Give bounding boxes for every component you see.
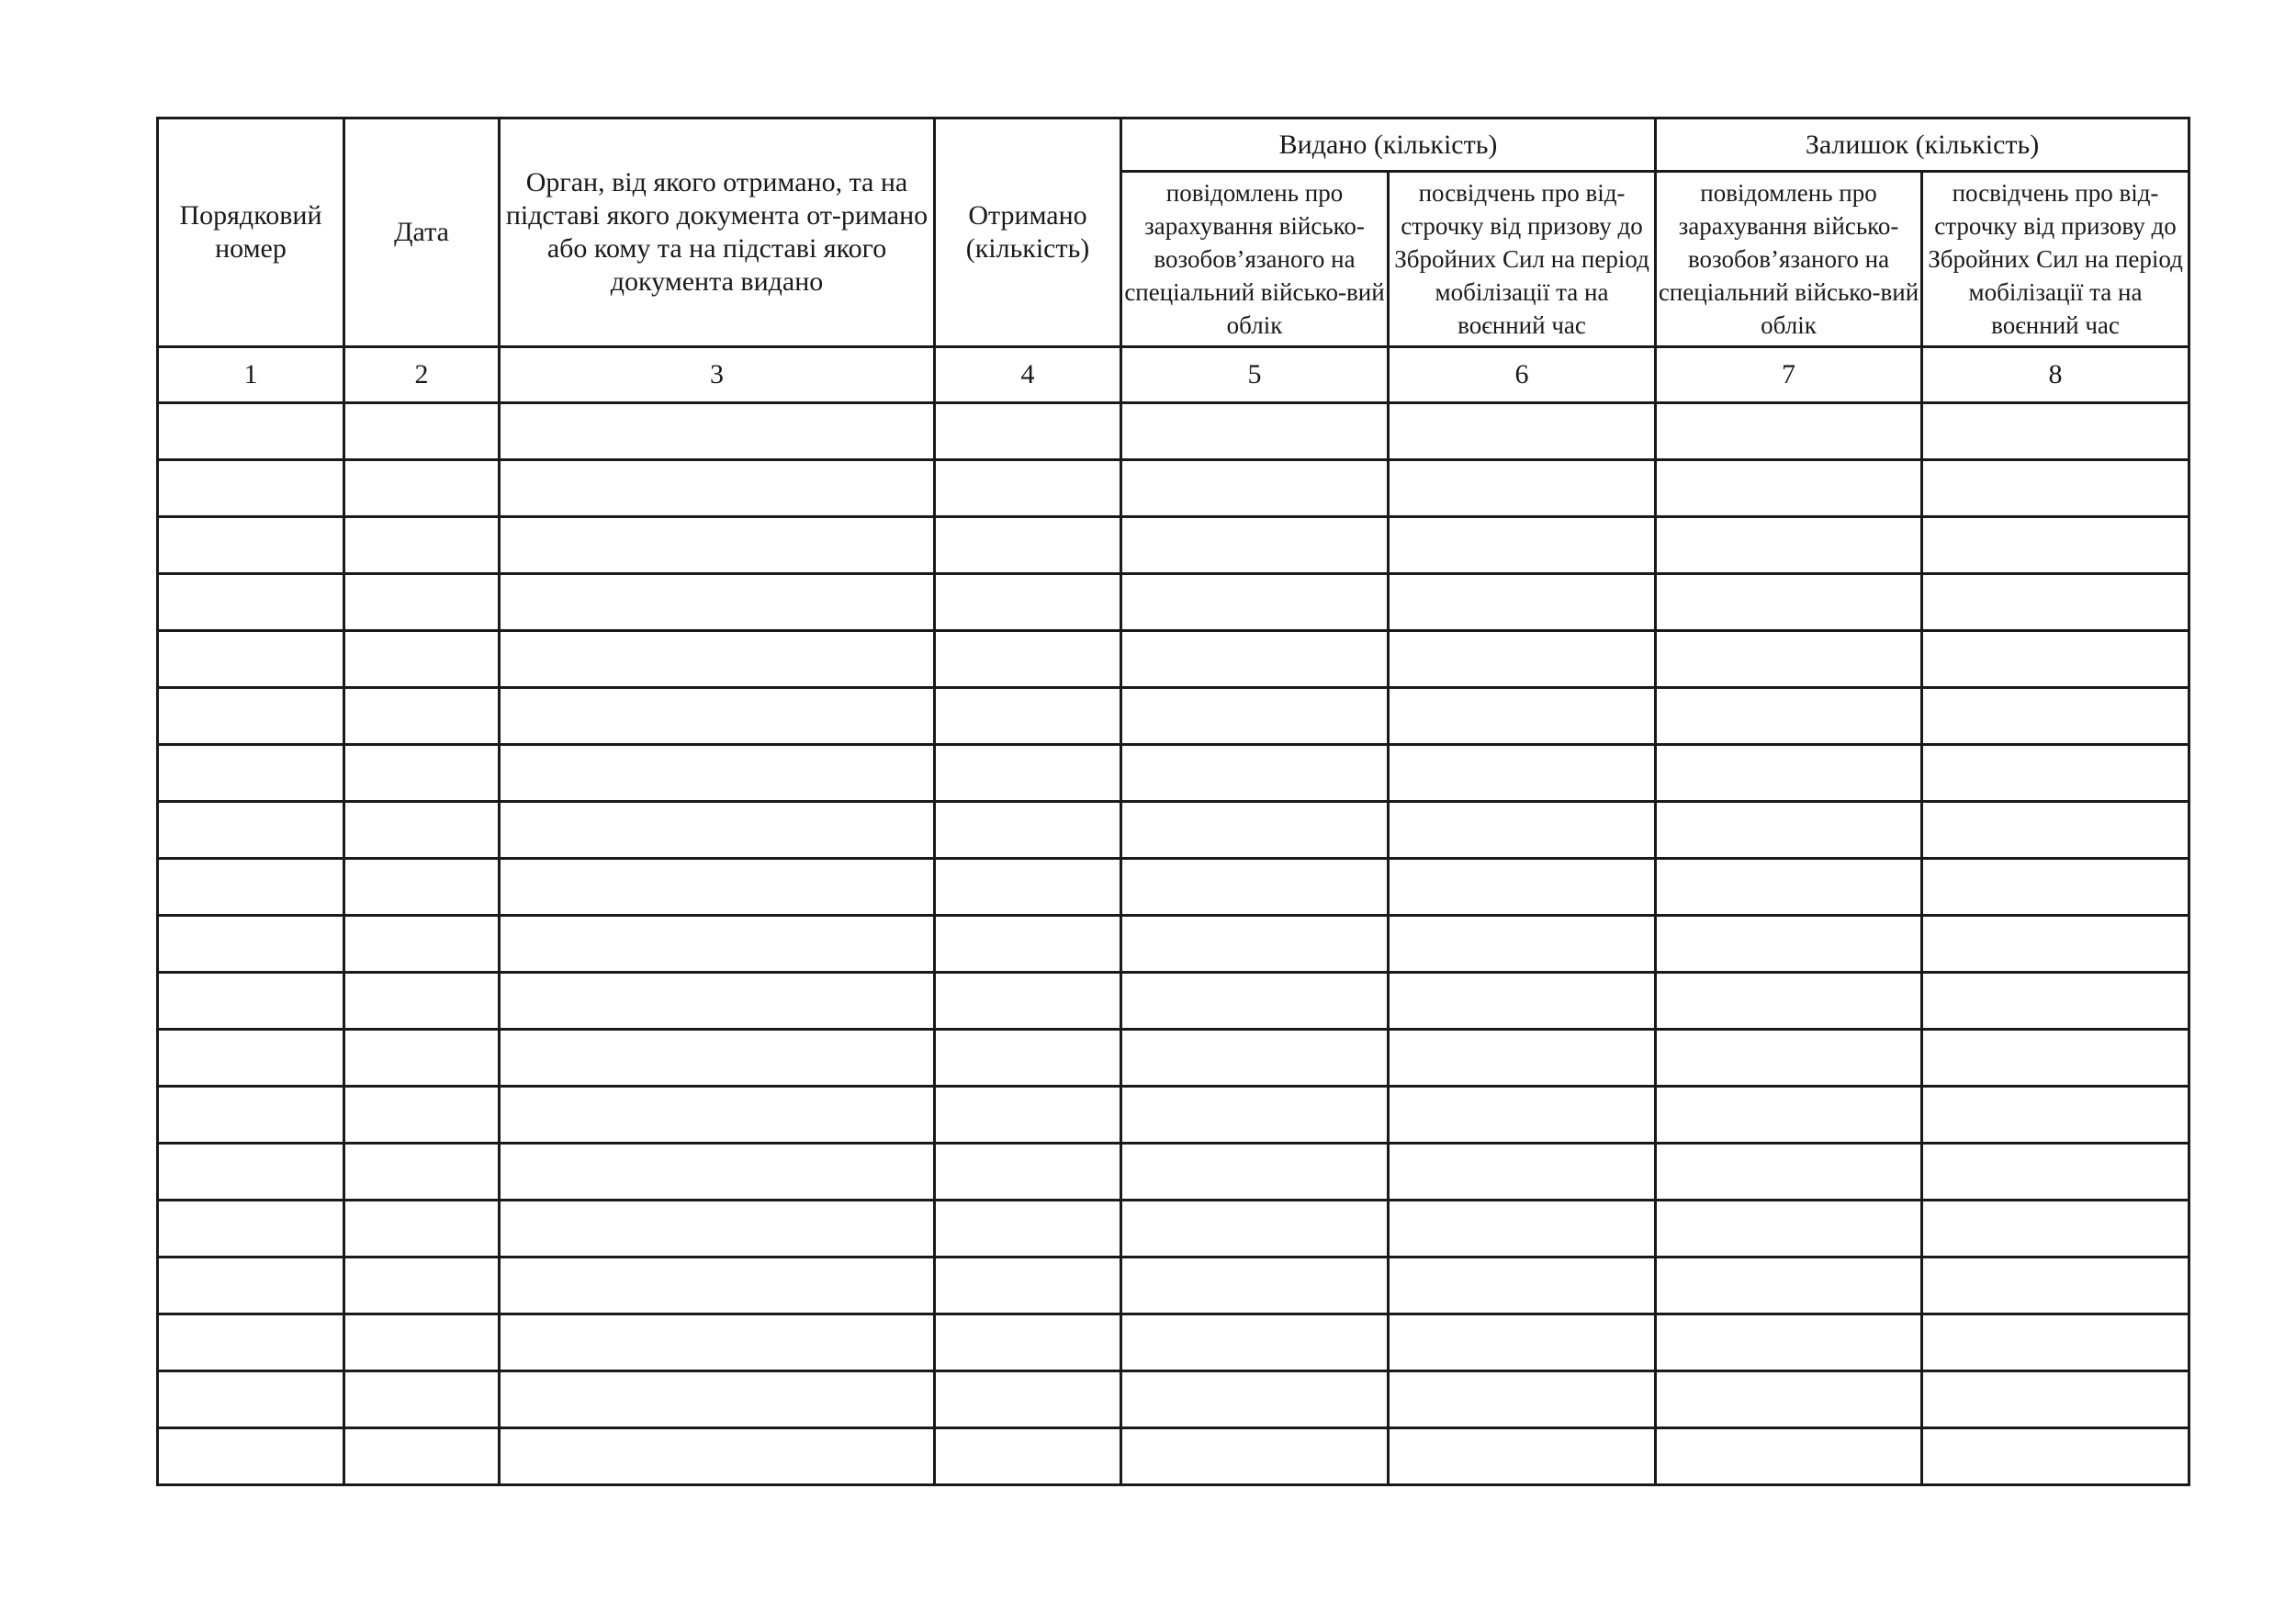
table-cell [344, 1030, 500, 1087]
table-cell [344, 1201, 500, 1257]
table-cell [158, 1257, 344, 1314]
table-cell [1389, 574, 1656, 631]
table-cell [500, 1428, 935, 1485]
table-cell [1389, 802, 1656, 859]
table-row [158, 688, 2189, 745]
table-cell [500, 973, 935, 1030]
table-cell [1656, 745, 1922, 802]
table-cell [158, 460, 344, 517]
table-cell [158, 1030, 344, 1087]
column-number: 8 [1922, 347, 2189, 403]
column-number: 5 [1121, 347, 1389, 403]
table-row [158, 631, 2189, 688]
table-cell [500, 517, 935, 574]
table-cell [344, 1087, 500, 1144]
table-cell [500, 1371, 935, 1428]
table-row [158, 1257, 2189, 1314]
header-issued-certificates: посвідчень про від-строчку від призову до Збройних Сил на період мобілізації та на воєнний час [1389, 172, 1656, 347]
table-cell [1121, 1314, 1389, 1371]
table-cell [344, 859, 500, 916]
table-cell [935, 688, 1121, 745]
table-cell [1656, 574, 1922, 631]
table-row [158, 1087, 2189, 1144]
table-cell [158, 1314, 344, 1371]
table-cell [158, 859, 344, 916]
table-cell [1121, 460, 1389, 517]
column-number: 6 [1389, 347, 1656, 403]
table-cell [1121, 1257, 1389, 1314]
header-received-quantity: Отримано (кількість) [935, 118, 1121, 347]
table-cell [935, 517, 1121, 574]
table-cell [1922, 1030, 2189, 1087]
table-cell [500, 1030, 935, 1087]
table-cell [935, 1087, 1121, 1144]
table-cell [500, 460, 935, 517]
table-cell [1656, 1257, 1922, 1314]
table-row [158, 460, 2189, 517]
table-cell [500, 1087, 935, 1144]
table-cell [500, 403, 935, 460]
table-row [158, 1314, 2189, 1371]
table-cell [344, 403, 500, 460]
table-cell [500, 574, 935, 631]
table-cell [344, 574, 500, 631]
header-authority-document: Орган, від якого отримано, та на підставі якого документа от-римано або кому та на підставі якого документа видано [500, 118, 935, 347]
table-cell [1922, 973, 2189, 1030]
table-row [158, 1144, 2189, 1201]
table-row [158, 802, 2189, 859]
table-cell [1389, 1257, 1656, 1314]
table-cell [1389, 916, 1656, 973]
table-cell [158, 802, 344, 859]
table-cell [935, 973, 1121, 1030]
column-number: 7 [1656, 347, 1922, 403]
table-cell [1121, 403, 1389, 460]
table-cell [1656, 460, 1922, 517]
table-cell [1922, 802, 2189, 859]
header-group-balance: Залишок (кількість) [1656, 118, 2189, 172]
header-sequence-number: Порядковий номер [158, 118, 344, 347]
table-cell [935, 745, 1121, 802]
table-cell [1922, 1428, 2189, 1485]
table-cell [1121, 631, 1389, 688]
table-row [158, 859, 2189, 916]
table-cell [1121, 916, 1389, 973]
table-body [158, 403, 2189, 1485]
table-cell [500, 745, 935, 802]
table-cell [935, 859, 1121, 916]
table-cell [1389, 517, 1656, 574]
table-cell [935, 1144, 1121, 1201]
table-cell [344, 1144, 500, 1201]
table-cell [1922, 1314, 2189, 1371]
table-cell [935, 574, 1121, 631]
table-cell [158, 574, 344, 631]
header-balance-certificates: посвідчень про від-строчку від призову до Збройних Сил на період мобілізації та на воєнний час [1922, 172, 2189, 347]
table-cell [158, 1371, 344, 1428]
table-cell [158, 403, 344, 460]
table-cell [1121, 802, 1389, 859]
table-cell [158, 1201, 344, 1257]
table-cell [1922, 1144, 2189, 1201]
table-cell [1922, 1257, 2189, 1314]
table-cell [158, 631, 344, 688]
table-cell [1656, 517, 1922, 574]
table-cell [1121, 1371, 1389, 1428]
table-cell [1389, 1371, 1656, 1428]
table-cell [500, 1201, 935, 1257]
table-cell [1121, 859, 1389, 916]
table-cell [935, 916, 1121, 973]
table-row [158, 1428, 2189, 1485]
table-cell [1389, 1030, 1656, 1087]
table-cell [1389, 1087, 1656, 1144]
table-row [158, 1371, 2189, 1428]
table-cell [1656, 1314, 1922, 1371]
table-cell [935, 1257, 1121, 1314]
table-cell [1922, 859, 2189, 916]
column-number: 1 [158, 347, 344, 403]
column-number-row [158, 347, 2189, 403]
table-cell [158, 1428, 344, 1485]
table-cell [1656, 1371, 1922, 1428]
header-balance-notifications: повідомлень про зарахування військо-возобов’язаного на спеціальний військо-вий облік [1656, 172, 1922, 347]
table-cell [1121, 1201, 1389, 1257]
table-cell [1389, 688, 1656, 745]
table-cell [344, 460, 500, 517]
column-number: 2 [344, 347, 500, 403]
table-cell [1121, 745, 1389, 802]
table-cell [500, 631, 935, 688]
table-cell [344, 1428, 500, 1485]
table-cell [1121, 1428, 1389, 1485]
table-row [158, 517, 2189, 574]
table-cell [1389, 460, 1656, 517]
header-group-issued: Видано (кількість) [1121, 118, 1656, 172]
table-cell [1922, 745, 2189, 802]
header-issued-notifications: повідомлень про зарахування військо-возобов’язаного на спеціальний військо-вий облік [1121, 172, 1389, 347]
table-cell [1121, 688, 1389, 745]
table-row [158, 1201, 2189, 1257]
table-cell [500, 1257, 935, 1314]
table-cell [1389, 745, 1656, 802]
table-cell [1656, 631, 1922, 688]
table-cell [500, 1314, 935, 1371]
table-cell [935, 802, 1121, 859]
table-cell [1656, 1428, 1922, 1485]
table-cell [158, 517, 344, 574]
table-row [158, 403, 2189, 460]
table-cell [344, 916, 500, 973]
table-cell [344, 688, 500, 745]
table-cell [500, 802, 935, 859]
table-cell [1922, 574, 2189, 631]
table-cell [935, 1428, 1121, 1485]
table-cell [158, 973, 344, 1030]
table-cell [1389, 973, 1656, 1030]
table-row [158, 973, 2189, 1030]
table-cell [344, 1371, 500, 1428]
table-cell [935, 1371, 1121, 1428]
table-cell [935, 1201, 1121, 1257]
table-cell [500, 859, 935, 916]
table-cell [344, 973, 500, 1030]
table-cell [1922, 631, 2189, 688]
table-cell [1656, 916, 1922, 973]
form-sheet [156, 117, 2188, 1486]
table-cell [1656, 688, 1922, 745]
table-cell [1389, 1144, 1656, 1201]
table-cell [158, 916, 344, 973]
table-cell [1389, 631, 1656, 688]
table-cell [935, 403, 1121, 460]
table-cell [935, 1314, 1121, 1371]
table-cell [500, 1144, 935, 1201]
header-date: Дата [344, 118, 500, 347]
table-cell [158, 1144, 344, 1201]
table-cell [1121, 517, 1389, 574]
table-cell [1121, 973, 1389, 1030]
table-cell [935, 1030, 1121, 1087]
table-cell [1656, 403, 1922, 460]
table-cell [1389, 1314, 1656, 1371]
registry-table [156, 117, 2190, 1486]
table-cell [1656, 1087, 1922, 1144]
table-cell [1922, 1201, 2189, 1257]
table-cell [1656, 1201, 1922, 1257]
table-row [158, 574, 2189, 631]
table-cell [344, 1257, 500, 1314]
table-cell [1922, 916, 2189, 973]
table-row [158, 1030, 2189, 1087]
table-cell [1656, 1030, 1922, 1087]
table-cell [1121, 1087, 1389, 1144]
table-cell [1922, 403, 2189, 460]
table-cell [344, 631, 500, 688]
table-cell [1656, 802, 1922, 859]
table-cell [1656, 1144, 1922, 1201]
table-cell [344, 802, 500, 859]
table-row [158, 745, 2189, 802]
table-cell [1922, 517, 2189, 574]
table-row [158, 916, 2189, 973]
table-cell [158, 688, 344, 745]
table-cell [344, 1314, 500, 1371]
table-cell [1389, 403, 1656, 460]
table-cell [1922, 1371, 2189, 1428]
table-cell [1389, 1428, 1656, 1485]
table-cell [344, 517, 500, 574]
table-cell [344, 745, 500, 802]
table-cell [935, 460, 1121, 517]
table-cell [1656, 859, 1922, 916]
table-cell [1389, 1201, 1656, 1257]
table-cell [158, 1087, 344, 1144]
table-cell [500, 916, 935, 973]
table-cell [1121, 1144, 1389, 1201]
table-cell [158, 745, 344, 802]
table-cell [1922, 688, 2189, 745]
table-cell [1922, 460, 2189, 517]
table-cell [1121, 1030, 1389, 1087]
table-cell [1656, 973, 1922, 1030]
table-cell [1121, 574, 1389, 631]
column-number: 3 [500, 347, 935, 403]
column-number: 4 [935, 347, 1121, 403]
table-cell [935, 631, 1121, 688]
table-cell [1922, 1087, 2189, 1144]
table-cell [500, 688, 935, 745]
table-cell [1389, 859, 1656, 916]
